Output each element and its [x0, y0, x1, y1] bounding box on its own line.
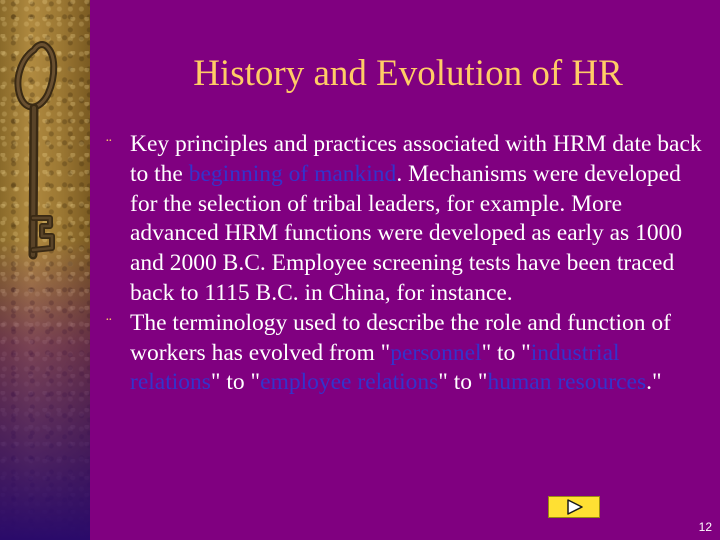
- page-number: 12: [698, 520, 712, 534]
- bullet-text: . Mechanisms were developed for the selection of tribal leaders, for example. More advanced HRM functions were developed as early as 1000 and 2000 B.C. Employee screening tests have been traced back to 1115 B.C. in China, for instance.: [130, 160, 683, 306]
- bullet-text: .": [646, 369, 662, 396]
- decorative-key-strip: [0, 0, 90, 540]
- highlighted-term: employee relations: [260, 369, 439, 396]
- bullet-list: [106, 130, 712, 398]
- bullet-item: [106, 309, 712, 398]
- bullet-text: Key principles and practices associated with HRM date back to the: [130, 131, 702, 187]
- next-slide-button[interactable]: [548, 496, 600, 518]
- play-triangle-icon: [565, 499, 585, 515]
- antique-key-icon: [0, 0, 90, 300]
- bullet-text: The terminology used to describe the role and function of workers has evolved from ": [130, 309, 671, 366]
- bullet-text: " to ": [210, 369, 261, 396]
- highlighted-term: industrial relations: [130, 339, 620, 396]
- highlighted-term: personnel: [390, 339, 482, 366]
- bullet-item: [106, 130, 712, 309]
- bullet-marker-icon: ¨: [106, 313, 112, 333]
- slide-title: History and Evolution of HR: [193, 53, 623, 94]
- bullet-marker-icon: ¨: [106, 135, 112, 154]
- bullet-text: " to ": [481, 339, 531, 366]
- highlighted-term: human resources: [487, 369, 647, 396]
- highlighted-term: beginning of mankind: [188, 160, 397, 187]
- bullet-text: " to ": [438, 369, 488, 396]
